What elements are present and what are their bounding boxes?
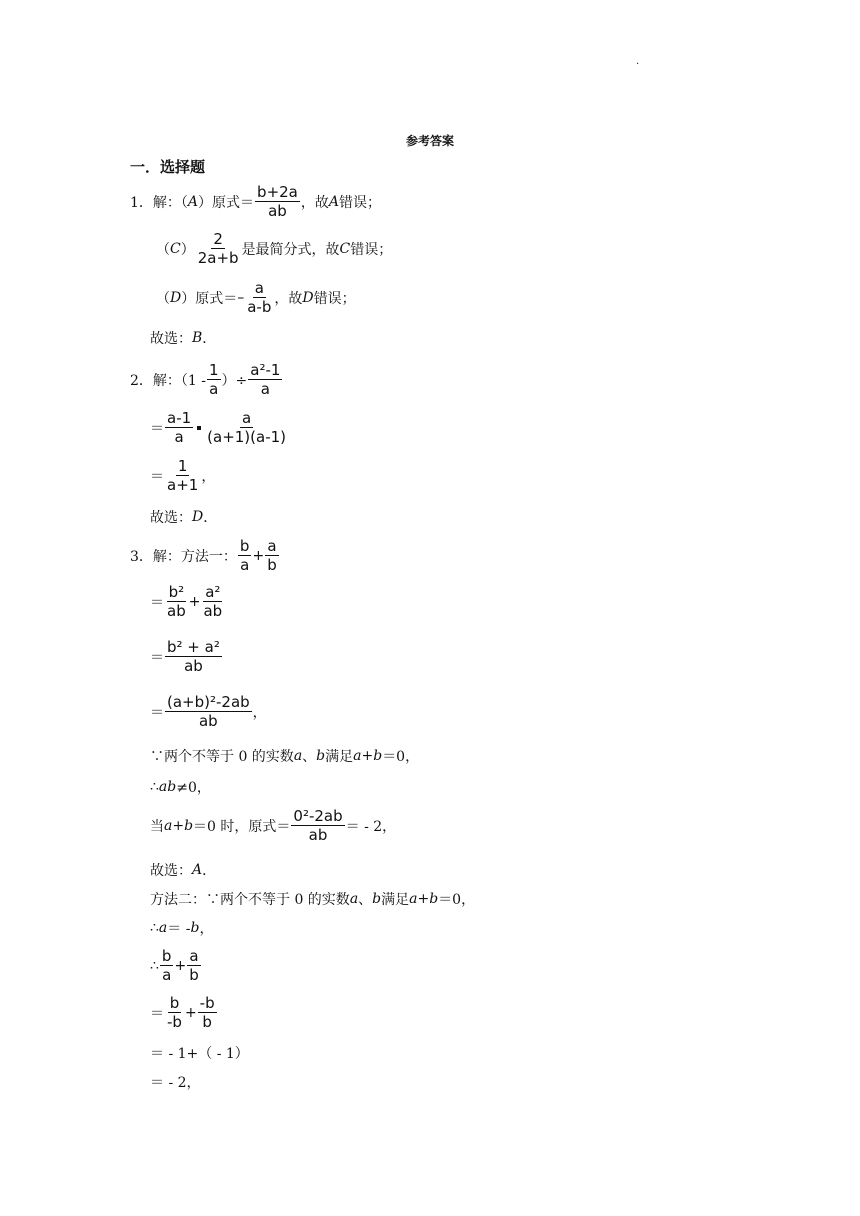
- fraction: $\frac{a}{b}$: [267, 537, 277, 574]
- page-title: 参考答案: [406, 134, 455, 148]
- fraction: $\frac{a}{a-b}$: [247, 279, 272, 316]
- fraction: $\frac{a}{(a+1)(a-1)}$: [207, 409, 287, 446]
- q3-method2-line1: 方法二：∵两个不等于 0 的实数 a 、 b 满足 a+b ＝0，: [150, 891, 476, 908]
- fraction: $\frac{b}{a}$: [161, 947, 172, 984]
- fraction: $\frac{\text{b²}}{ab}$: [167, 583, 186, 620]
- fraction: $\frac{-b}{b}$: [199, 994, 215, 1031]
- q3-method2-line6: ＝ - 2，: [150, 1075, 201, 1091]
- q3-line2: ＝ $\frac{\text{b²}}{ab}$ + $\frac{\text{a²}}{ab}$: [150, 583, 223, 620]
- q1-line2: （ C ） $\frac{2}{2a+b}$ 是最简分式，故 C 错误；: [156, 230, 393, 267]
- fraction: $\frac{\text{a²-1}}{a}$: [250, 361, 281, 398]
- q2-answer: 故选： D ．: [150, 509, 218, 526]
- q3-method2-line3: ∴ $\frac{b}{a}$ + $\frac{a}{b}$: [150, 947, 199, 984]
- fraction: $\frac{b}{a}$: [239, 537, 250, 574]
- q3-line1: 3．解：方法一： $\frac{b}{a}$ + $\frac{a}{b}$: [130, 537, 277, 574]
- fraction: $\frac{a}{b}$: [189, 947, 199, 984]
- page-mark: .: [636, 56, 640, 67]
- section-heading: 一．选择题: [130, 158, 206, 176]
- q1-line1: 1．解：（ A ）原式＝ $\frac{b+2a}{ab}$ ，故 A 错误；: [130, 183, 381, 220]
- fraction: $\frac{\text{0²-2ab}}{ab}$: [293, 807, 343, 844]
- q1-line3: （ D ）原式＝ – $\frac{a}{a-b}$ ，故 D 错误；: [156, 279, 356, 316]
- q3-method2-line4: ＝ $\frac{b}{-b}$ + $\frac{-b}{b}$: [150, 994, 215, 1031]
- q2-line2: ＝ $\frac{a-1}{a}$ $\frac{a}{(a+1)(a-1)}$: [150, 409, 287, 446]
- q3-method2-line5: ＝ - 1+（ - 1）: [150, 1046, 249, 1062]
- fraction: $\frac{a-1}{a}$: [167, 409, 192, 446]
- fraction: $\frac{1}{a+1}$: [167, 457, 199, 494]
- fraction: $\frac{b}{-b}$: [167, 994, 182, 1031]
- fraction: $\frac{2}{2a+b}$: [197, 230, 239, 267]
- fraction: $\frac{\text{(a+b)²-2ab}}{ab}$: [167, 693, 250, 730]
- fraction: $\frac{1}{a}$: [209, 361, 219, 398]
- q3-line5: ∵两个不等于 0 的实数 a 、 b 满足 a+b ＝0，: [150, 748, 420, 765]
- q1-answer: 故选： B ．: [150, 330, 217, 347]
- multiply-dot-icon: [197, 426, 201, 430]
- q3-method2-line2: ∴ a ＝ - b ，: [150, 920, 214, 937]
- q2-line3: ＝ $\frac{1}{a+1}$ ，: [150, 457, 216, 494]
- fraction: $\frac{b+2a}{ab}$: [257, 183, 298, 220]
- q3-answer: 故选： A ．: [150, 862, 217, 879]
- q2-line1: 2．解：（1 - $\frac{1}{a}$ ）÷ $\frac{\text{a²-1}}{a}$: [130, 361, 281, 398]
- q3-line3: ＝ $\frac{\text{b² + a²}}{ab}$: [150, 638, 220, 675]
- q3-line6: ∴ ab ≠0，: [150, 779, 211, 796]
- q3-line7: 当 a+b ＝0 时，原式＝ $\frac{\text{0²-2ab}}{ab}$ ＝ - 2，: [150, 807, 397, 844]
- fraction: $\frac{\text{a²}}{ab}$: [203, 583, 223, 620]
- q3-line4: ＝ $\frac{\text{(a+b)²-2ab}}{ab}$ ，: [150, 693, 267, 730]
- fraction: $\frac{\text{b² + a²}}{ab}$: [167, 638, 220, 675]
